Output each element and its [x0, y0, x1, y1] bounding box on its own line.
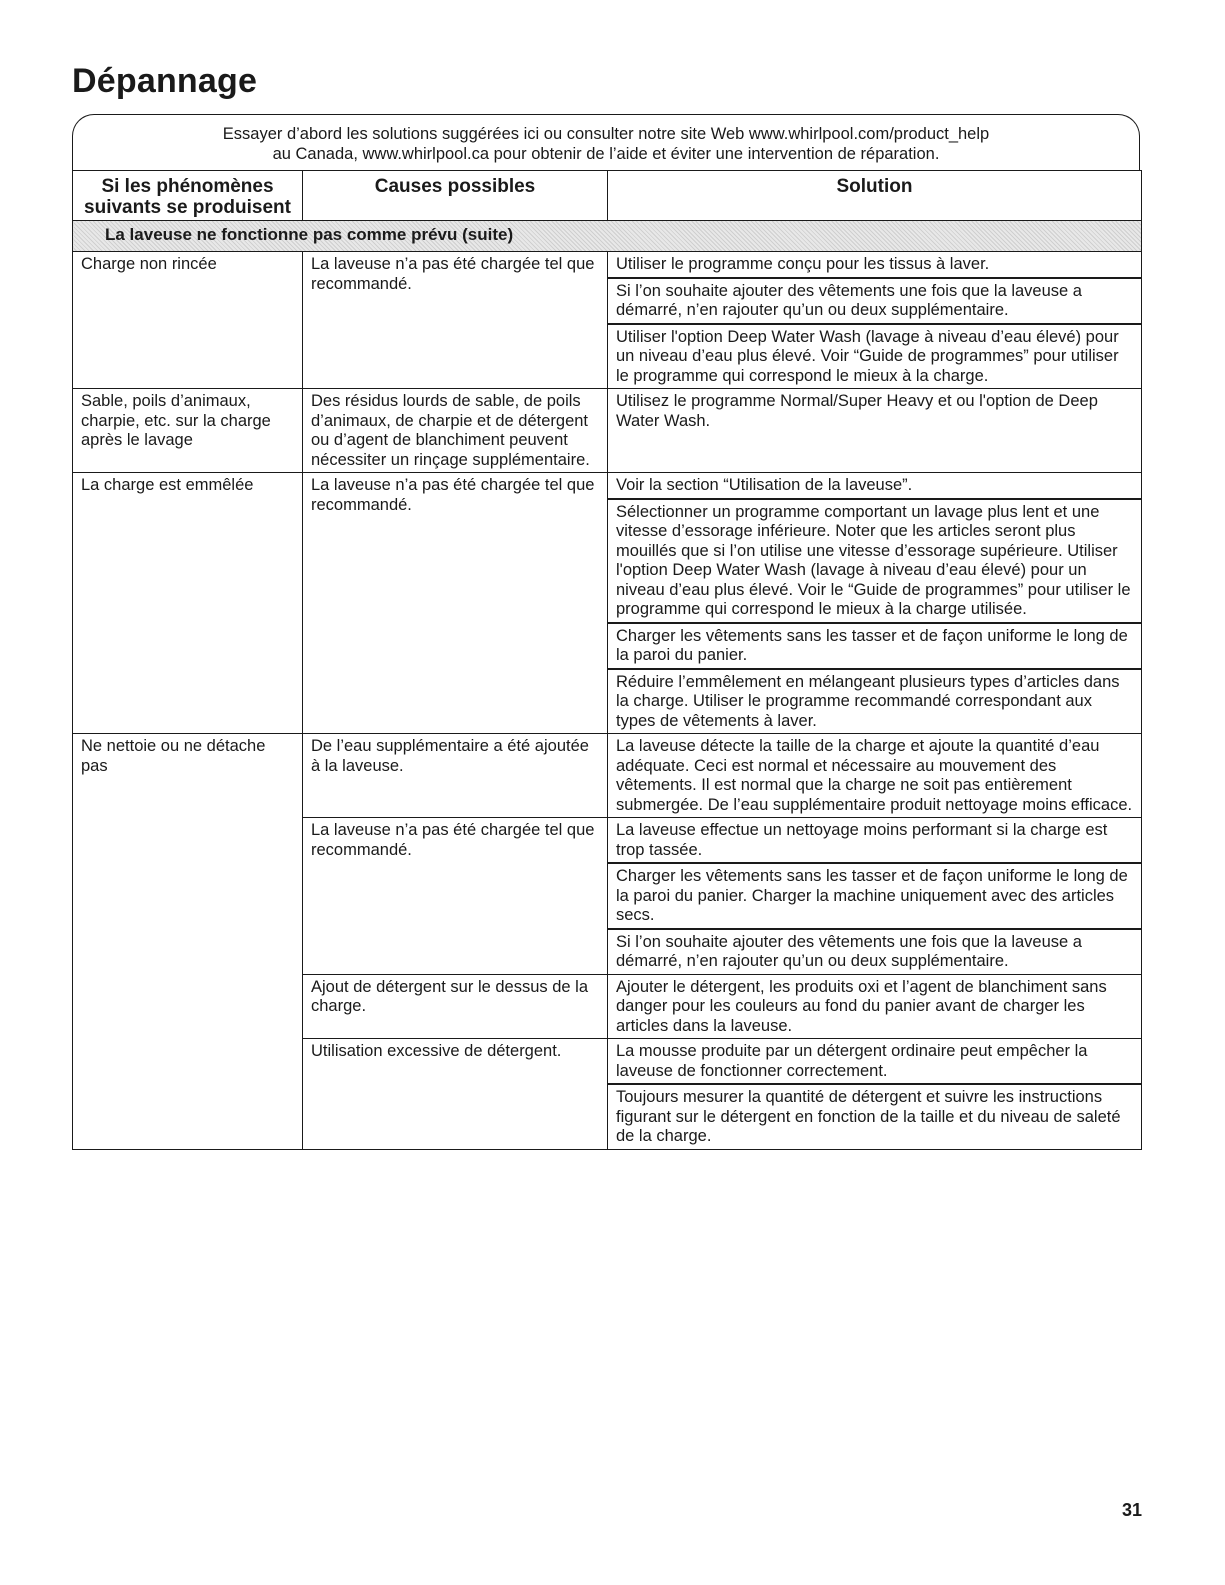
header-cause: Causes possibles — [303, 171, 608, 221]
solution-cell: Utiliser le programme conçu pour les tissus à laver. — [608, 252, 1142, 278]
solution-cell: La laveuse effectue un nettoyage moins performant si la charge est trop tassée. — [608, 818, 1142, 864]
solution-cell: Sélectionner un programme comportant un lavage plus lent et une vitesse d’essorage inférieure. Noter que les articles seront plus mouillés que si l’on utilise une vitesse d’essorage supérieure. Utiliser l'option Deep Water Wash (lavage à niveau d’eau élevé) pour un niveau d’eau plus élevé. Voir le “Guide de programmes” pour utiliser le programme qui correspond le mieux à la charge utilisée. — [608, 499, 1142, 623]
cause-cell: Des résidus lourds de sable, de poils d’animaux, de charpie et de détergent ou d’agent de blanchiment peuvent nécessiter un rinçage supplémentaire. — [303, 389, 608, 473]
symptom-cell: La charge est emmêlée — [73, 473, 303, 734]
intro-line: Essayer d’abord les solutions suggérées ici ou consulter notre site Web www.whirlpool.com/product_help — [222, 125, 990, 143]
solution-cell: Toujours mesurer la quantité de détergent et suivre les instructions figurant sur le détergent en fonction de la taille et du niveau de saleté de la charge. — [608, 1084, 1142, 1149]
solution-cell: Si l’on souhaite ajouter des vêtements une fois que la laveuse a démarré, n’en rajouter qu’un ou deux supplémentaire. — [608, 929, 1142, 975]
intro-text — [72, 124, 1140, 164]
solution-cell: Si l’on souhaite ajouter des vêtements une fois que la laveuse a démarré, n’en rajouter qu’un ou deux supplémentaire. — [608, 278, 1142, 324]
section-title: La laveuse ne fonctionne pas comme prévu (suite) — [73, 221, 1142, 252]
header-solution: Solution — [608, 171, 1142, 221]
cause-cell: Ajout de détergent sur le dessus de la charge. — [303, 974, 608, 1039]
table-row — [73, 473, 1142, 499]
solution-cell: Réduire l’emmêlement en mélangeant plusieurs types d’articles dans la charge. Utiliser le programme recommandé correspondant aux types de vêtements à laver. — [608, 669, 1142, 734]
symptom-cell: Ne nettoie ou ne détache pas — [73, 734, 303, 1150]
table-header-row — [73, 171, 1142, 221]
solution-cell: Utilisez le programme Normal/Super Heavy et ou l'option de Deep Water Wash. — [608, 389, 1142, 473]
symptom-cell: Sable, poils d’animaux, charpie, etc. sur la charge après le lavage — [73, 389, 303, 473]
solution-cell: Utiliser l'option Deep Water Wash (lavage à niveau d’eau élevé) pour un niveau d’eau plus élevé. Voir “Guide de programmes” pour utiliser le programme qui correspond le mieux à la charge. — [608, 324, 1142, 389]
intro-line: au Canada, www.whirlpool.ca pour obtenir de l’aide et éviter une intervention de réparation. — [272, 145, 940, 163]
solution-cell: Charger les vêtements sans les tasser et de façon uniforme le long de la paroi du panier. Charger la machine uniquement avec des articles secs. — [608, 863, 1142, 929]
cause-cell: La laveuse n’a pas été chargée tel que recommandé. — [303, 818, 608, 975]
table-row — [73, 389, 1142, 473]
page-number: 31 — [1122, 1500, 1143, 1520]
cause-cell: La laveuse n’a pas été chargée tel que recommandé. — [303, 252, 608, 389]
header-symptom: Si les phénomènes suivants se produisent — [73, 171, 303, 221]
symptom-cell: Charge non rincée — [73, 252, 303, 389]
cause-cell: La laveuse n’a pas été chargée tel que recommandé. — [303, 473, 608, 734]
section-header-row — [73, 221, 1142, 252]
solution-cell: Charger les vêtements sans les tasser et de façon uniforme le long de la paroi du panier. — [608, 623, 1142, 669]
page-title: Dépannage — [72, 62, 258, 100]
solution-cell: La mousse produite par un détergent ordinaire peut empêcher la laveuse de fonctionner correctement. — [608, 1039, 1142, 1085]
troubleshooting-table — [72, 170, 1142, 1150]
cause-cell: De l’eau supplémentaire a été ajoutée à la laveuse. — [303, 734, 608, 818]
solution-cell: La laveuse détecte la taille de la charge et ajoute la quantité d’eau adéquate. Ceci est normal et nécessaire au mouvement des vêtements. Il est normal que la charge ne soit pas entièrement submergée. De l’eau supplémentaire produit nettoyage moins efficace. — [608, 734, 1142, 818]
table-row — [73, 252, 1142, 278]
solution-cell: Voir la section “Utilisation de la laveuse”. — [608, 473, 1142, 499]
solution-cell: Ajouter le détergent, les produits oxi et l’agent de blanchiment sans danger pour les couleurs au fond du panier avant de charger les articles dans la laveuse. — [608, 974, 1142, 1039]
table-row — [73, 734, 1142, 818]
cause-cell: Utilisation excessive de détergent. — [303, 1039, 608, 1150]
